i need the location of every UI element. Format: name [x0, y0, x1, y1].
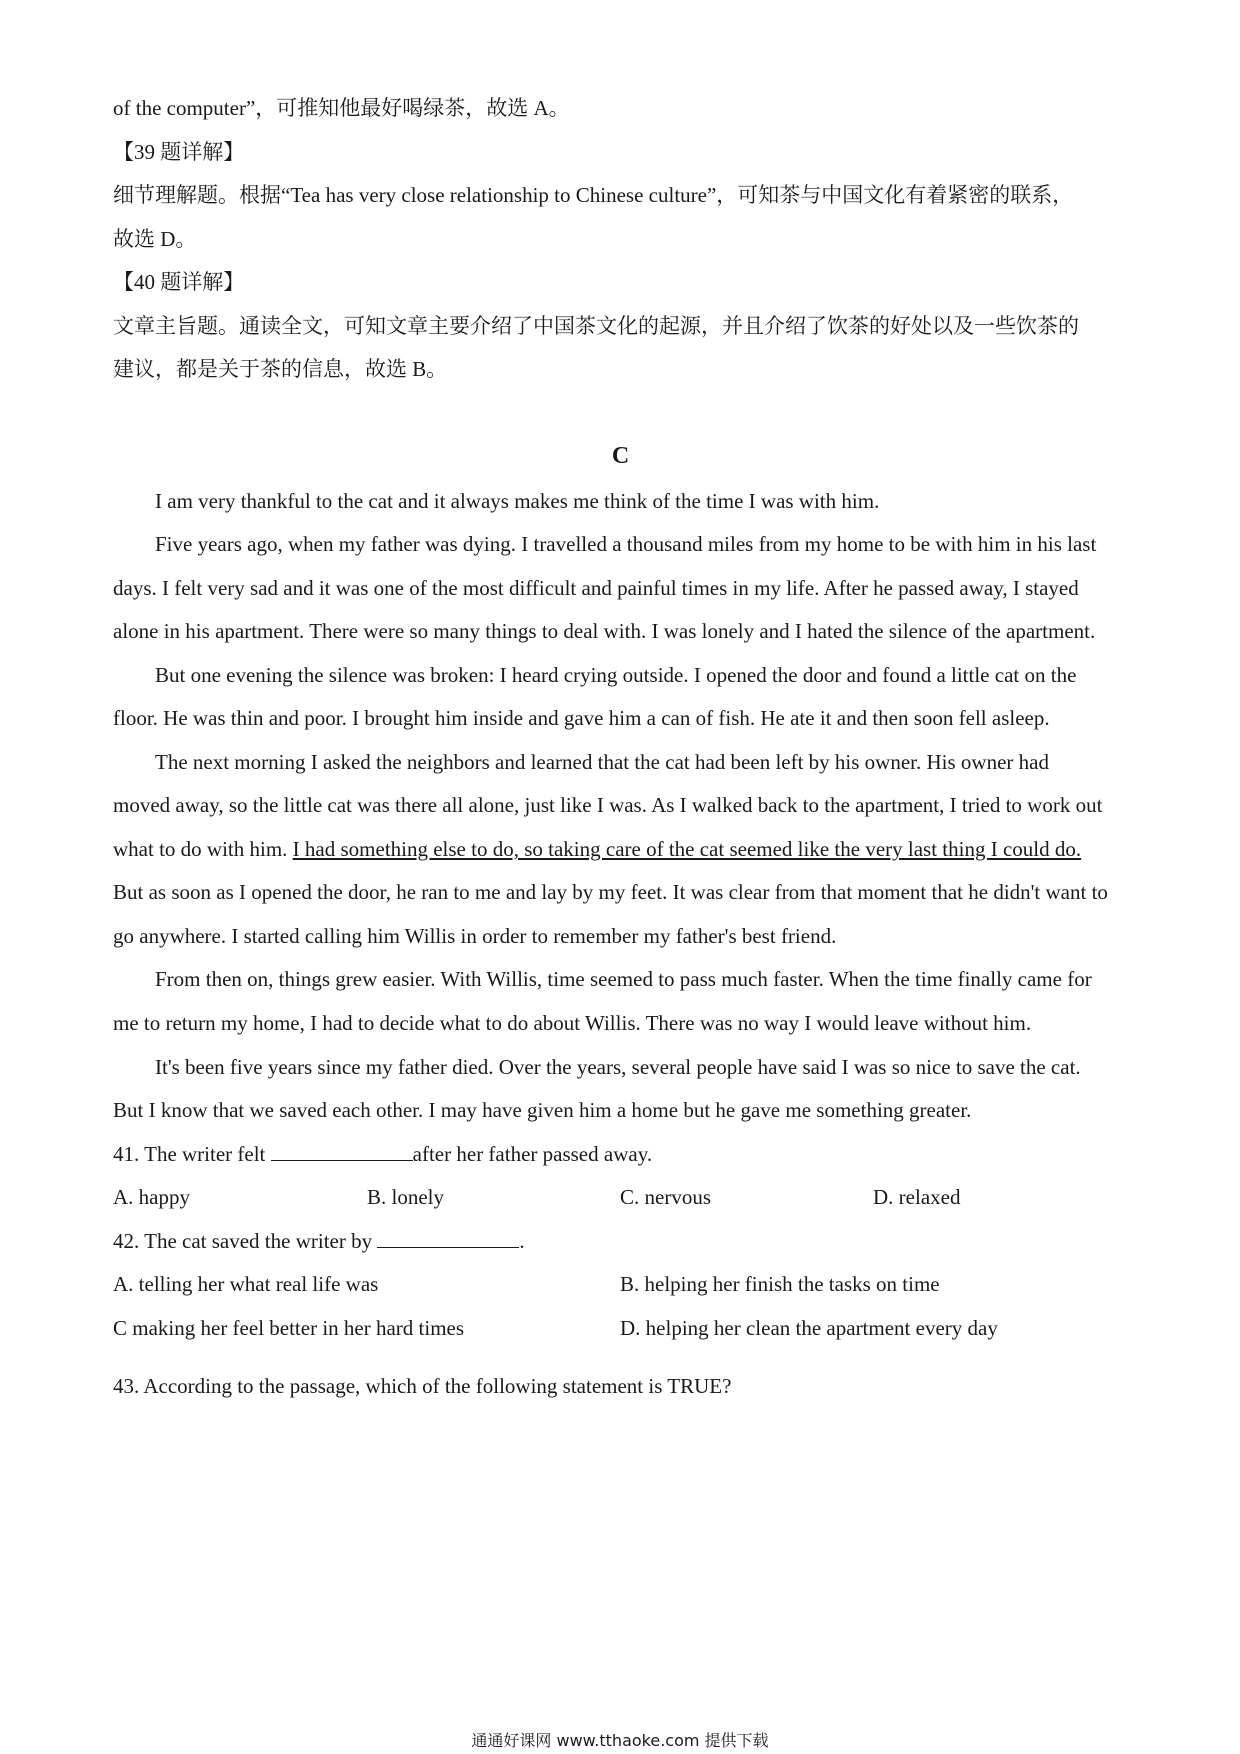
question-43-stem: 43. According to the passage, which of the following statement is TRUE?: [113, 1374, 732, 1398]
option-c: C making her feel better in her hard times: [113, 1316, 465, 1340]
passage-line: go anywhere. I started calling him Willis in order to remember my father's best friend.: [113, 924, 837, 948]
passage-line: It's been five years since my father died. Over the years, several people have said I was so nice to save the cat.: [155, 1055, 1081, 1079]
q39-explanation-header: 【39 题详解】: [113, 140, 245, 164]
answer-blank: [271, 1142, 413, 1161]
option-d: D. relaxed: [873, 1185, 961, 1209]
q40-explanation-line: 文章主旨题。通读全文，可知文章主要介绍了中国茶文化的起源，并且介绍了饮茶的好处以及一些饮茶的: [113, 314, 1079, 338]
passage-line: Five years ago, when my father was dying. I travelled a thousand miles from my home to be with him in his last: [155, 532, 1097, 556]
underlined-sentence: I had something else to do, so taking care of the cat seemed like the very last thing I could do.: [292, 837, 1082, 861]
q39-explanation-line: 细节理解题。根据“Tea has very close relationship to Chinese culture”，可知茶与中国文化有着紧密的联系，: [113, 183, 1074, 207]
passage-line: But as soon as I opened the door, he ran to me and lay by my feet. It was clear from that moment that he didn't want to: [113, 880, 1108, 904]
passage-line: The next morning I asked the neighbors and learned that the cat had been left by his owner. His owner had: [155, 750, 1049, 774]
option-a: A. happy: [113, 1185, 190, 1209]
answer-blank: [377, 1229, 519, 1248]
question-text: 42. The cat saved the writer by: [113, 1229, 378, 1253]
question-41-stem: [113, 1140, 652, 1168]
passage-text: what to do with him.: [113, 837, 293, 861]
option-d: D. helping her clean the apartment every day: [620, 1316, 998, 1340]
passage-line: But I know that we saved each other. I may have given him a home but he gave me something greater.: [113, 1098, 972, 1122]
passage-line: me to return my home, I had to decide what to do about Willis. There was no way I would leave without him.: [113, 1011, 1032, 1035]
q39-explanation-line: 故选 D。: [113, 227, 197, 251]
passage-line: From then on, things grew easier. With Willis, time seemed to pass much faster. When the time finally came for: [155, 967, 1092, 991]
passage-line: days. I felt very sad and it was one of the most difficult and painful times in my life. After he passed away, I stayed: [113, 576, 1079, 600]
passage-title: C: [611, 443, 630, 469]
q40-explanation-header: 【40 题详解】: [113, 270, 245, 294]
question-text: .: [519, 1229, 525, 1253]
q40-explanation-line: 建议，都是关于茶的信息，故选 B。: [113, 357, 448, 381]
option-a: A. telling her what real life was: [113, 1272, 379, 1296]
passage-line: floor. He was thin and poor. I brought him inside and gave him a can of fish. He ate it and then soon fell asleep.: [113, 706, 1050, 730]
page-footer: 通通好课网 www.tthaoke.com 提供下载: [471, 1731, 769, 1750]
explanation-line: of the computer”，可推知他最好喝绿茶，故选 A。: [113, 96, 570, 120]
passage-line: moved away, so the little cat was there all alone, just like I was. As I walked back to the apartment, I tried to work out: [113, 793, 1103, 817]
passage-line: alone in his apartment. There were so many things to deal with. I was lonely and I hated the silence of the apartment.: [113, 619, 1096, 643]
option-b: B. helping her finish the tasks on time: [620, 1272, 940, 1296]
question-42-stem: [113, 1227, 525, 1255]
question-text: after her father passed away.: [412, 1142, 653, 1166]
option-b: B. lonely: [367, 1185, 444, 1209]
passage-line: [113, 835, 1081, 863]
option-c: C. nervous: [620, 1185, 711, 1209]
question-text: 41. The writer felt: [113, 1142, 271, 1166]
passage-line: But one evening the silence was broken: I heard crying outside. I opened the door and found a little cat on the: [155, 663, 1077, 687]
passage-line: I am very thankful to the cat and it always makes me think of the time I was with him.: [155, 489, 880, 513]
